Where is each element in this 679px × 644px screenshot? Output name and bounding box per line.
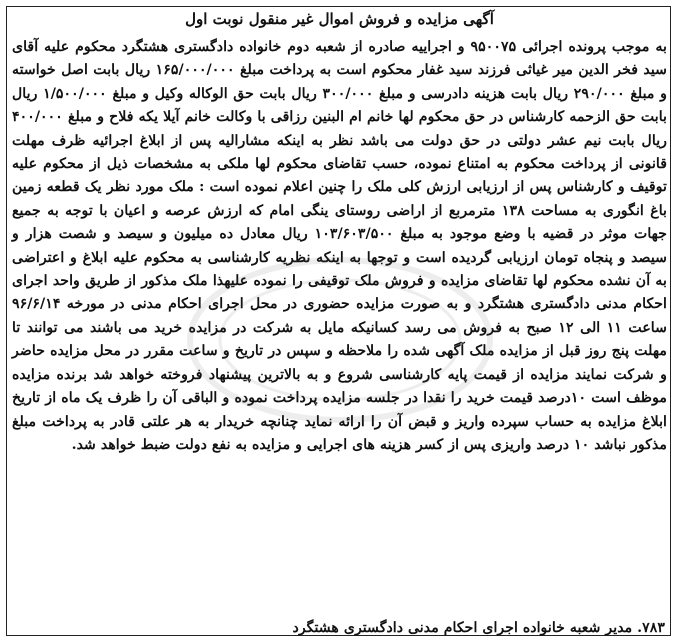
notice-title: آگهی مزایده و فروش اموال غیر منقول نوبت اول <box>185 10 494 28</box>
notice-signature: ۷۸۳. مدیر شعبه خانواده اجرای احکام مدنی دادگستری هشتگرد <box>292 620 665 636</box>
notice-body <box>12 36 667 457</box>
notice-paragraph: به موجب پرونده اجرائی ۹۵۰۰۷۵ و اجراییه صادره از شعبه دوم خانواده دادگستری هشتگرد محکوم علیه آقای سید فخر الدین میر غیاثی فرزند سید غفار محکوم است به پرداخت مبلغ ۱۶۵/۰۰۰/۰۰۰ ریال بابت اصل خواسته و مبلغ ۲۹۰/۰۰۰ ریال بابت هزینه دادرسی و مبلغ ۳۰۰/۰۰۰ ریال بابت حق الوکاله وکیل و مبلغ ۱/۵۰۰/۰۰۰ ریال بابت حق الزحمه کارشناس در حق محکوم لها خانم ام البنین رزاقی با وکالت خانم آیلا یکه فلاح و مبلغ ۴۰۰/۰۰۰ ریال بابت نیم عشر دولتی در حق دولت می باشد نظر به اینکه مشارالیه پس از ابلاغ اجرائیه ظرف مهلت قانونی از پرداخت محکوم به امتناع نموده، حسب تقاضای محکوم لها ملکی به مشخصات ذیل از محکوم علیه توقیف و کارشناس پس از ارزیابی ارزش کلی ملک را چنین اعلام نموده است : ملک مورد نظر یک قطعه زمین باغ انگوری به مساحت ۱۳۸ مترمربع از اراضی روستای ینگی امام که ارزش عرصه و اعیان با توجه به جمیع جهات موثر در قضیه با وضع موجود به مبلغ ۱۰۳/۶۰۳/۵۰۰ ریال معادل ده میلیون و سیصد و شصت هزار و سیصد و پنجاه تومان ارزیابی گردیده است و توجها به اینکه نظریه کارشناسی به محکوم علیه ابلاغ و اعتراضی به آن نشده محکوم لها تقاضای مزایده و فروش ملک توقیفی را نموده علیهذا ملک مذکور از طریق واحد اجرای احکام مدنی دادگستری هشتگرد و به صورت مزایده حضوری در محل اجرای احکام مدنی در مورخه ۹۶/۶/۱۴ ساعت ۱۱ الی ۱۲ صبح به فروش می رسد کسانیکه مایل به شرکت در مزایده خرید می باشند می توانند تا مهلت پنج روز قبل از مزایده ملک آگهی شده را ملاحظه و سپس در تاریخ و ساعت مقرر در محل مزایده حاضر و شرکت نمایند مزایده از قیمت پایه کارشناسی شروع و به بالاترین پیشنهاد فروخته خواهد شد برنده مزایده موظف است ۱۰درصد قیمت خرید را نقدا در جلسه مزایده پرداخت نموده و الباقی آن را ظرف یک ماه از تاریخ ابلاغ مزایده به حساب سپرده واریز و قبض آن را ارائه نماید چنانچه خریدار به هر علتی قادر به پرداخت مبلغ مذکور نباشد ۱۰ درصد واریزی پس از کسر هزینه های اجرایی و مزایده به نفع دولت ضبط خواهد شد. <box>12 39 668 453</box>
